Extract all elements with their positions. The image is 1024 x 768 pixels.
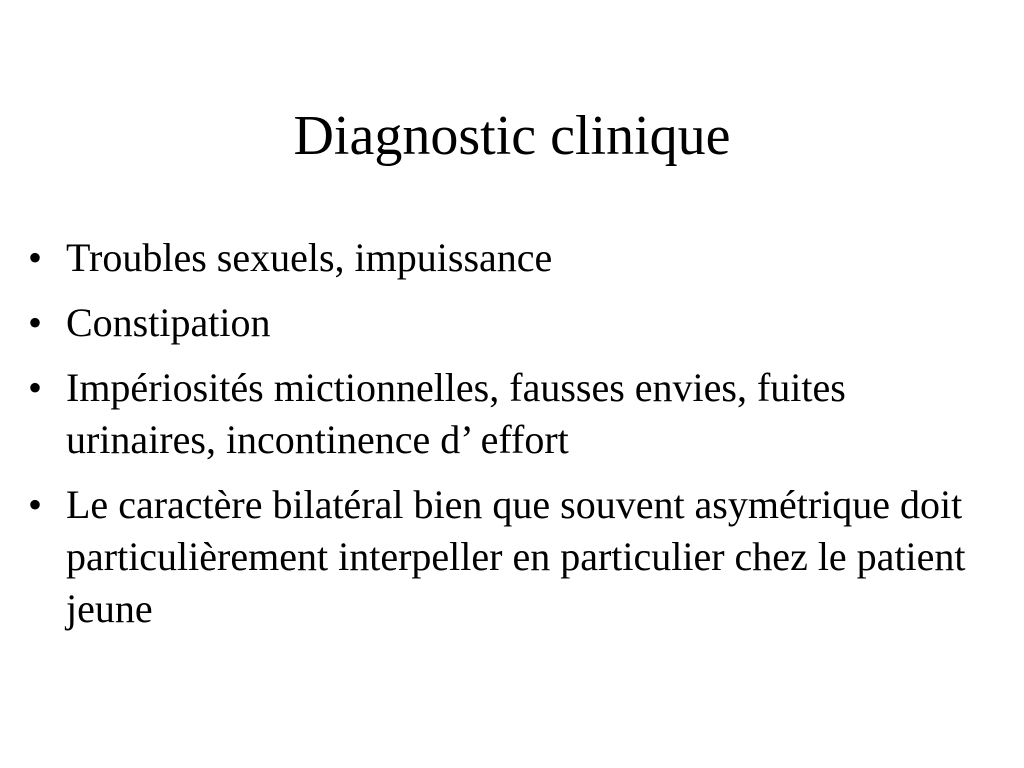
bullet-text: Troubles sexuels, impuissance (66, 235, 553, 280)
bullet-list (28, 232, 978, 648)
bullet-item (28, 479, 978, 635)
bullet-marker: • (28, 235, 43, 280)
bullet-item (28, 297, 978, 349)
bullet-marker: • (28, 300, 43, 345)
bullet-text: Constipation (66, 300, 271, 345)
bullet-item (28, 362, 978, 466)
bullet-item (28, 232, 978, 284)
slide-title: Diagnostic clinique (293, 105, 731, 167)
bullet-marker: • (28, 482, 43, 527)
bullet-marker: • (28, 365, 43, 410)
bullet-text: Impériosités mictionnelles, fausses envies, fuites urinaires, incontinence d’ effort (66, 365, 846, 462)
bullet-text: Le caractère bilatéral bien que souvent asymétrique doit particulièrement interpeller en particulier chez le patient jeune (66, 482, 966, 631)
